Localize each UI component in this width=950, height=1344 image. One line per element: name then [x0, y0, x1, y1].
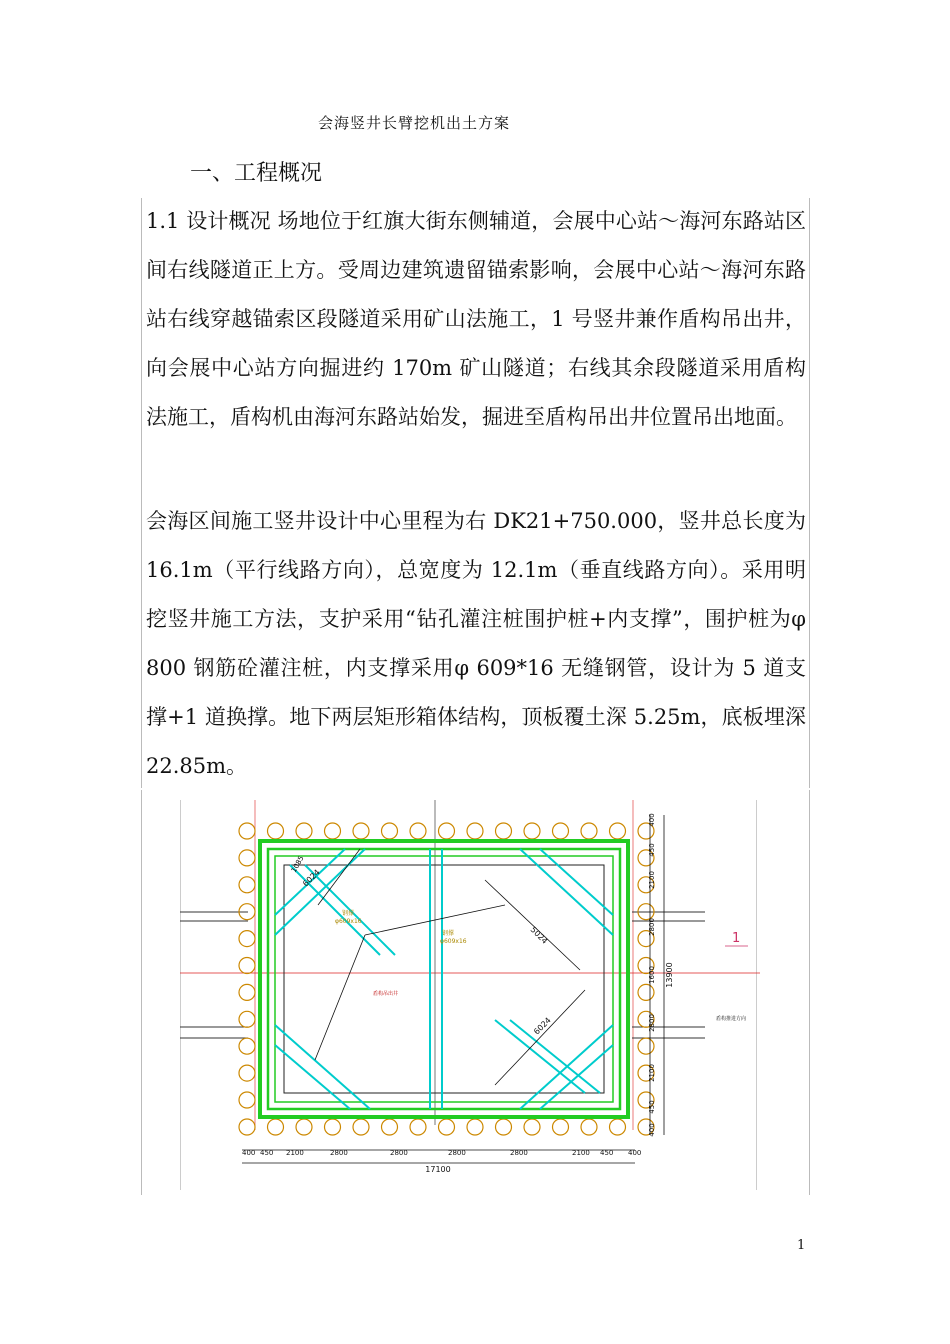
pile — [439, 823, 455, 839]
pile — [524, 823, 540, 839]
pile — [382, 1119, 398, 1135]
right-dim-text: 2800 — [648, 1014, 656, 1032]
bottom-dim-text: 2100 — [572, 1149, 590, 1157]
diag-label-2: 5024 — [528, 925, 550, 946]
shaft-plan-drawing — [180, 795, 760, 1190]
structure-outline — [284, 865, 604, 1093]
pile — [467, 1119, 483, 1135]
section-heading: 一、工程概况 — [190, 161, 323, 186]
pile — [382, 823, 398, 839]
diag-label-3: 6024 — [532, 1015, 553, 1037]
pile — [610, 823, 626, 839]
strut-label-center: φ609x16 — [440, 938, 467, 945]
center-note: 盾构吊出井 — [373, 991, 399, 997]
document-title: 会海竖井长臂挖机出土方案 — [318, 114, 511, 132]
pile — [496, 823, 512, 839]
page-number: 1 — [797, 1238, 806, 1253]
strut-label-left: φ609x16 — [335, 918, 362, 925]
pile — [239, 823, 255, 839]
pile — [353, 823, 369, 839]
bottom-dim-text: 2800 — [330, 1149, 348, 1157]
right-dim-text: 2100 — [648, 871, 656, 889]
waler-outer — [268, 849, 620, 1109]
pile — [239, 984, 255, 1000]
section-mark: 1 — [732, 931, 741, 946]
strut-label-left-top: 钢撑 — [342, 910, 355, 917]
right-dim-text: 2100 — [648, 1064, 656, 1082]
bottom-total-dim: 17100 — [425, 1165, 451, 1174]
pile — [268, 823, 284, 839]
crown-beam — [260, 841, 628, 1117]
diagonal-dimensions — [315, 849, 585, 1085]
waler-inner — [275, 856, 613, 1102]
bottom-dim-text: 2800 — [510, 1149, 528, 1157]
pile — [496, 1119, 512, 1135]
pile — [239, 931, 255, 947]
right-dim-text: 400 — [648, 1123, 656, 1137]
pile — [610, 1119, 626, 1135]
pile — [239, 1011, 255, 1027]
pile — [239, 1065, 255, 1081]
strut-label-center-top: 钢撑 — [442, 930, 455, 937]
pile — [553, 1119, 569, 1135]
bottom-dim-text: 450 — [600, 1149, 614, 1157]
pile — [638, 1038, 654, 1054]
pile — [239, 1038, 255, 1054]
pile — [524, 1119, 540, 1135]
right-total-dim: 13900 — [665, 962, 674, 988]
right-dim-text: 450 — [648, 1100, 656, 1114]
pile-ring — [239, 823, 654, 1135]
right-note: 盾构推进方向 — [716, 1016, 747, 1022]
bottom-dim-text: 2800 — [390, 1149, 408, 1157]
pile — [296, 1119, 312, 1135]
pile — [239, 958, 255, 974]
diagonal-struts — [275, 849, 613, 1109]
pile — [553, 823, 569, 839]
pile — [239, 1119, 255, 1135]
pile — [439, 1119, 455, 1135]
pile — [325, 1119, 341, 1135]
paragraph-design-overview: 1.1 设计概况 场地位于红旗大街东侧辅道，会展中心站～海河东路站区间右线隧道正上方。受周边建筑遗留锚索影响，会展中心站～海河东路站右线穿越锚索区段隧道采用矿山法施工，1 号竖井兼作盾构吊出井，向会展中心站方向掘进约 170m 矿山隧道；右线其余段隧道采用盾构法施工，盾构机由海河东路站始发，掘进至盾构吊出井位置吊出地面。 — [146, 209, 806, 429]
right-dim-text: 450 — [648, 843, 656, 857]
pile — [325, 823, 341, 839]
pile — [239, 877, 255, 893]
right-dim-text: 400 — [648, 813, 656, 827]
corner-label: 1085 — [289, 854, 306, 874]
pile — [410, 1119, 426, 1135]
pile — [239, 850, 255, 866]
bottom-dim-text: 450 — [260, 1149, 274, 1157]
pile — [268, 1119, 284, 1135]
paragraph-shaft-details: 会海区间施工竖井设计中心里程为右 DK21+750.000，竖井总长度为 16.1m（平行线路方向），总宽度为 12.1m（垂直线路方向）。采用明挖竖井施工方法，支护采用“钻孔灌注桩围护桩+内支撑”，围护桩为φ 800 钢筋砼灌注桩，内支撑采用φ 609*16 无缝钢管，设计为 5 道支撑+1 道换撑。地下两层矩形箱体结构，顶板覆土深 5.25m，底板埋深 22.85m。 — [146, 509, 806, 778]
pile — [410, 823, 426, 839]
diag-label-1: 6024 — [301, 867, 322, 889]
bottom-dim-text: 400 — [242, 1149, 256, 1157]
bottom-dim-text: 2800 — [448, 1149, 466, 1157]
bottom-dim-text: 400 — [628, 1149, 642, 1157]
pile — [638, 984, 654, 1000]
pile — [353, 1119, 369, 1135]
pile — [467, 823, 483, 839]
right-dim-text: 2800 — [648, 918, 656, 936]
pile — [239, 1092, 255, 1108]
bottom-dim-text: 2100 — [286, 1149, 304, 1157]
right-dim-text: 1600 — [648, 966, 656, 984]
center-strut — [430, 849, 442, 1109]
pile — [581, 1119, 597, 1135]
pile — [296, 823, 312, 839]
pile — [581, 823, 597, 839]
